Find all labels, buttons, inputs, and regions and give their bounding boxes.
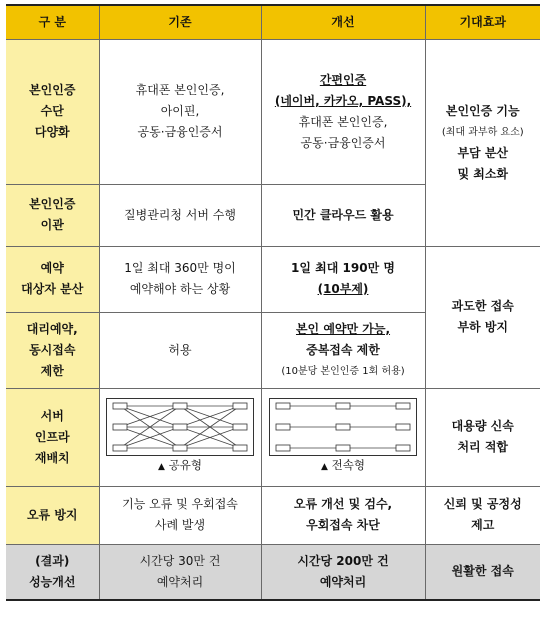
effect-cell xyxy=(425,39,540,246)
effect-cell xyxy=(425,246,540,388)
shared-server-diagram xyxy=(106,398,254,456)
effect-line: 제고 xyxy=(471,518,495,532)
diagram-caption xyxy=(266,456,421,476)
row-label xyxy=(6,184,99,246)
effect-line: 신뢰 및 공정성 xyxy=(443,497,522,511)
improved-line: (10부제) xyxy=(317,282,369,296)
improved-line: (네이버, 카카오, PASS), xyxy=(274,93,412,108)
label-line: 이관 xyxy=(40,218,64,232)
improved-line: 공동·금융인증서 xyxy=(300,135,386,150)
label-line: 대리예약, xyxy=(26,321,78,336)
existing-line: 사례 발생 xyxy=(154,518,206,532)
effect-line: 대용량 신속 xyxy=(451,419,514,433)
existing-line: 예약해야 하는 상황 xyxy=(129,282,231,296)
label-line: 수단 xyxy=(40,104,64,118)
header-category: 구 분 xyxy=(6,5,99,39)
effect-line: 본인인증 기능 xyxy=(445,103,520,118)
row-label xyxy=(6,312,99,388)
label-line: 대상자 분산 xyxy=(21,282,84,296)
existing-cell xyxy=(99,39,261,184)
label-line: 재배치 xyxy=(34,450,70,465)
improved-cell xyxy=(261,486,425,544)
label-line: 본인인증 xyxy=(29,197,76,211)
triangle-icon: ▲ xyxy=(321,462,328,472)
existing-line: 예약처리 xyxy=(156,574,204,589)
label-line: 다양화 xyxy=(34,125,70,139)
improved-cell xyxy=(261,246,425,312)
existing-line: 1일 최대 360만 명이 xyxy=(124,261,236,275)
row-label xyxy=(6,39,99,184)
existing-line: 휴대폰 본인인증, xyxy=(135,83,225,97)
label-line: 예약 xyxy=(40,261,64,275)
improved-cell xyxy=(261,388,425,486)
improved-cell xyxy=(261,544,425,600)
label-line: 인프라 xyxy=(34,429,70,444)
improved-line: 오류 개선 및 검수, xyxy=(293,497,393,511)
improved-cell xyxy=(261,312,425,388)
improved-line: 본인 예약만 가능, xyxy=(295,321,391,336)
triangle-icon: ▲ xyxy=(158,462,165,472)
label-line: (결과) xyxy=(35,553,70,568)
existing-cell: 질병관리청 서버 수행 xyxy=(99,184,261,246)
existing-cell xyxy=(99,486,261,544)
header-row xyxy=(6,5,540,39)
label-line: 동시접속 xyxy=(29,342,76,357)
row-target-distribution xyxy=(6,246,540,312)
caption-text: 전속형 xyxy=(331,458,365,472)
dedicated-server-diagram xyxy=(269,398,417,456)
effect-line: 부담 분산 xyxy=(457,145,509,160)
label-line: 본인인증 xyxy=(29,83,76,97)
header-effect: 기대효과 xyxy=(425,5,540,39)
row-error-prevention xyxy=(6,486,540,544)
label-line: 제한 xyxy=(40,363,64,378)
label-line: 성능개선 xyxy=(29,574,76,589)
row-label xyxy=(6,388,99,486)
existing-line: 아이핀, xyxy=(160,104,200,118)
row-label: 오류 방지 xyxy=(6,486,99,544)
row-auth-diversify xyxy=(6,39,540,184)
improved-line: 우회접속 차단 xyxy=(306,518,380,532)
existing-line: 공동·금융인증서 xyxy=(137,125,223,139)
comparison-table xyxy=(6,4,540,601)
improved-cell xyxy=(261,39,425,184)
effect-line: 및 최소화 xyxy=(457,166,509,181)
improved-line: 시간당 200만 건 xyxy=(297,553,389,568)
effect-line: 부하 방지 xyxy=(457,320,509,334)
caption-text: 공유형 xyxy=(168,458,202,472)
effect-line: 처리 적합 xyxy=(457,440,509,454)
improved-cell: 민간 클라우드 활용 xyxy=(261,184,425,246)
existing-line: 시간당 30만 건 xyxy=(139,553,221,568)
improved-line: 1일 최대 190만 명 xyxy=(291,261,395,275)
existing-cell xyxy=(99,544,261,600)
header-existing: 기존 xyxy=(99,5,261,39)
row-server-infra xyxy=(6,388,540,486)
effect-line: 과도한 접속 xyxy=(451,299,514,313)
row-label xyxy=(6,246,99,312)
existing-cell xyxy=(99,246,261,312)
effect-cell: 원활한 접속 xyxy=(425,544,540,600)
existing-cell: 허용 xyxy=(99,312,261,388)
improved-line: 예약처리 xyxy=(319,574,367,589)
improved-line: 간편인증 xyxy=(319,72,367,87)
header-improved: 개선 xyxy=(261,5,425,39)
improved-line: 휴대폰 본인인증, xyxy=(298,114,388,129)
improved-line: 중복접속 제한 xyxy=(306,342,380,357)
existing-cell xyxy=(99,388,261,486)
effect-cell xyxy=(425,388,540,486)
row-label xyxy=(6,544,99,600)
improved-note: (10분당 본인인증 1회 허용) xyxy=(281,365,405,377)
label-line: 서버 xyxy=(40,408,64,423)
diagram-caption xyxy=(104,456,257,476)
existing-line: 기능 오류 및 우회접속 xyxy=(122,497,238,511)
effect-cell xyxy=(425,486,540,544)
effect-note: (최대 과부하 요소) xyxy=(441,126,524,138)
row-result xyxy=(6,544,540,600)
